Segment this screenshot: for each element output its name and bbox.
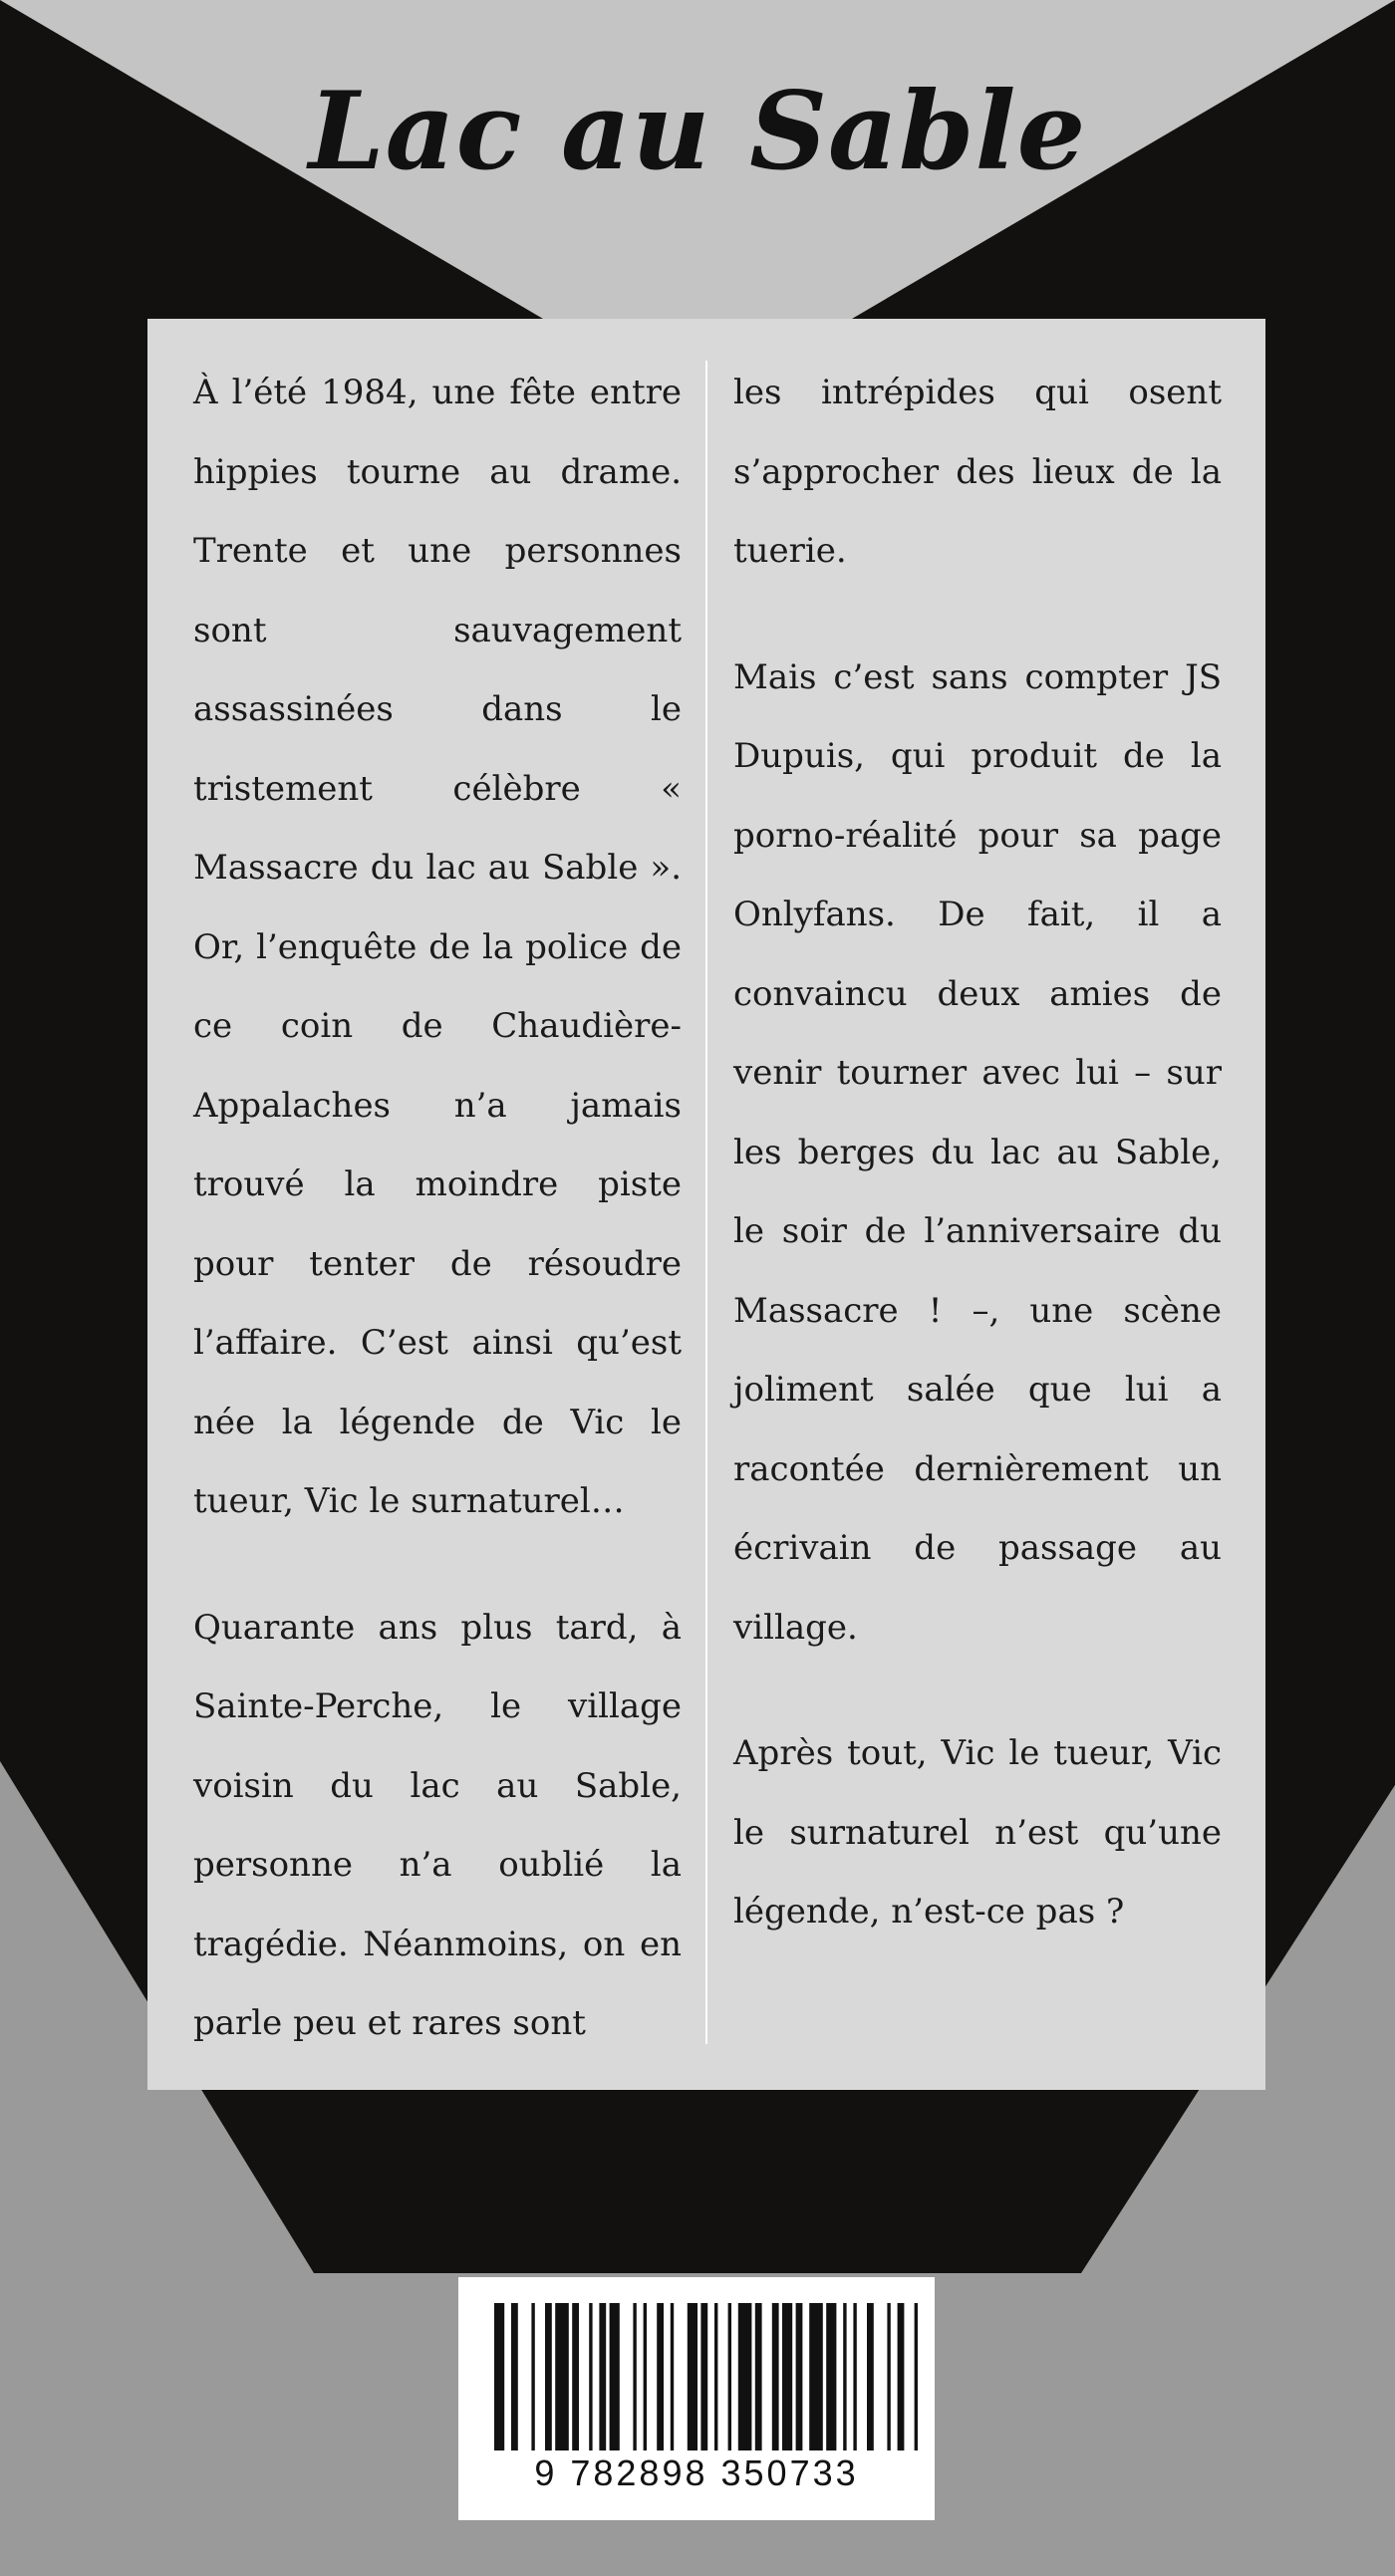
barcode-bar	[657, 2303, 664, 2450]
blurb-left-column	[193, 354, 682, 2111]
column-divider	[705, 361, 707, 2044]
isbn-barcode	[458, 2277, 935, 2520]
barcode-bar	[545, 2303, 552, 2450]
blurb-paragraph: À l’été 1984, une fête entre hippies tourne au drame. Trente et une personnes sont sauvagement assassinées dans le tristement célèbre « Massacre du lac au Sable ». Or, l’enquête de la police de ce coin de Chaudière-Appalaches n’a jamais trouvé la moindre piste pour tenter de résoudre l’affaire. C’est ainsi qu’est née la légende de Vic le tueur, Vic le surnaturel…	[193, 373, 682, 1521]
barcode-bar	[772, 2303, 779, 2450]
barcode-bar	[589, 2303, 592, 2450]
barcode-bar	[633, 2303, 636, 2450]
barcode-bar	[915, 2303, 918, 2450]
barcode-bar	[782, 2303, 792, 2450]
barcode-bar	[644, 2303, 647, 2450]
barcode-bar	[671, 2303, 674, 2450]
barcode-bar	[809, 2303, 823, 2450]
blurb-panel	[147, 319, 1265, 2090]
barcode-bar	[555, 2303, 569, 2450]
barcode-bar	[738, 2303, 752, 2450]
barcode-bar	[599, 2303, 606, 2450]
barcode-bar	[494, 2303, 504, 2450]
barcode-bar	[826, 2303, 836, 2450]
isbn-number: 9 782898 350733	[534, 2452, 859, 2493]
barcode-bar	[796, 2303, 803, 2450]
barcode-bar	[853, 2303, 856, 2450]
barcode-bar	[843, 2303, 846, 2450]
blurb-paragraph: Après tout, Vic le tueur, Vic le surnaturel n’est qu’une légende, n’est-ce pas ?	[733, 1733, 1222, 1932]
barcode-bar	[572, 2303, 579, 2450]
blurb-paragraph: Quarante ans plus tard, à Sainte-Perche, le village voisin du lac au Sable, personne n’a oublié la tragédie. Néanmoins, on en parle peu et rares sont	[193, 1607, 682, 2043]
barcode-bar	[728, 2303, 731, 2450]
barcode-bar	[898, 2303, 905, 2450]
barcode-bar	[511, 2303, 518, 2450]
barcode-bar	[531, 2303, 534, 2450]
blurb-paragraph: Mais c’est sans compter JS Dupuis, qui produit de la porno-réalité pour sa page Onlyfans. De fait, il a convaincu deux amies de venir tourner avec lui – sur les berges du lac au Sable, le soir de l’anniversaire du Massacre ! –, une scène joliment salée que lui a racontée dernièrement un écrivain de passage au village.	[733, 656, 1222, 1648]
barcode-bar	[714, 2303, 717, 2450]
barcode-bar	[610, 2303, 620, 2450]
barcode-bar	[867, 2303, 874, 2450]
barcode-bar	[700, 2303, 707, 2450]
barcode-bar	[755, 2303, 762, 2450]
book-title: Lac au Sable	[308, 69, 1087, 194]
barcode-bar	[887, 2303, 890, 2450]
blurb-paragraph: les intrépides qui osent s’approcher des lieux de la tuerie.	[733, 373, 1222, 571]
barcode-bar	[688, 2303, 698, 2450]
blurb-right-column	[733, 354, 1222, 1999]
